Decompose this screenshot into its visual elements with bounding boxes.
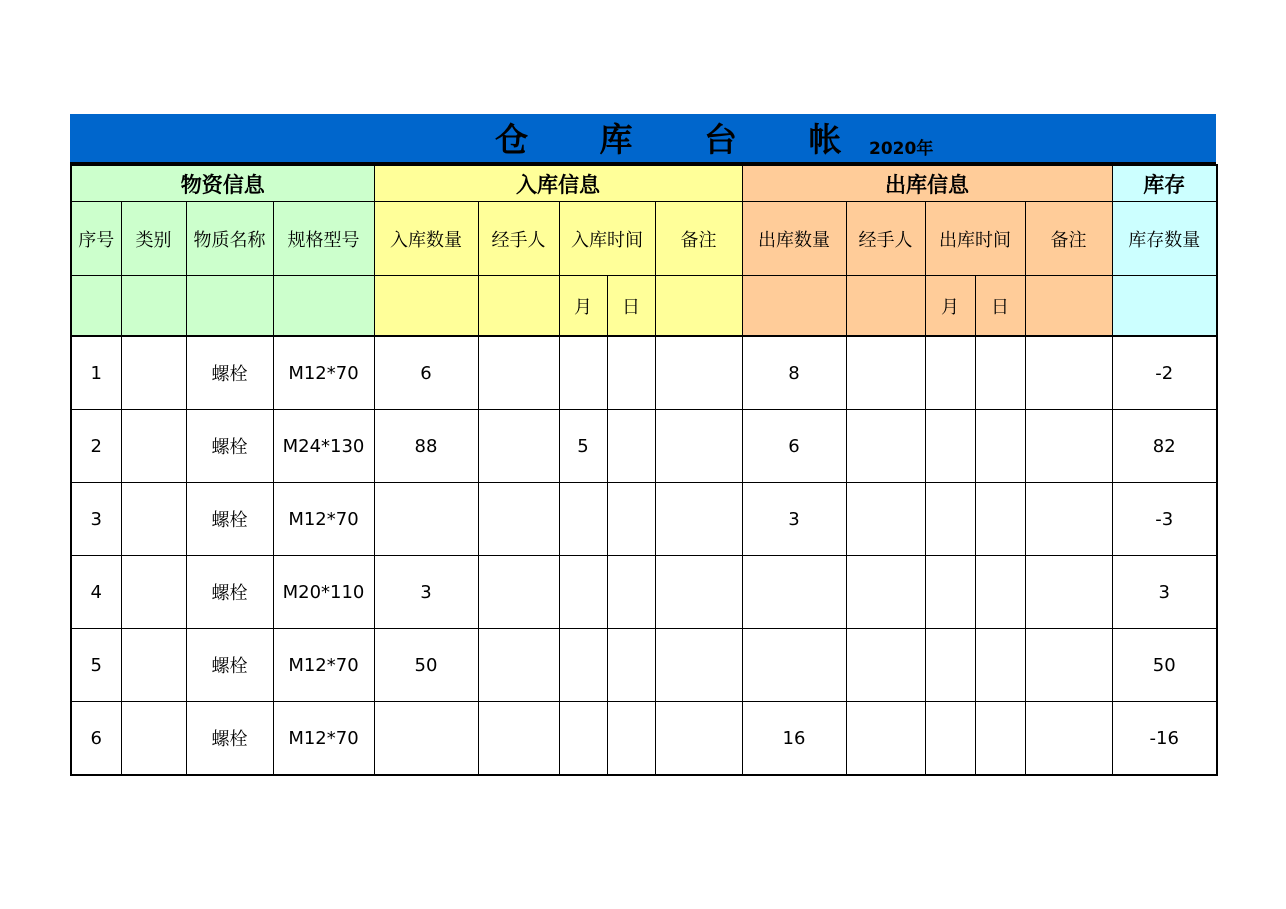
title-bar bbox=[70, 114, 1216, 164]
cell-in-handler[interactable] bbox=[478, 336, 559, 410]
sub-blank-spec[interactable] bbox=[273, 276, 374, 337]
table-row bbox=[71, 336, 1217, 410]
cell-out-month[interactable] bbox=[925, 702, 975, 776]
sub-blank-category[interactable] bbox=[121, 276, 186, 337]
sub-blank-name[interactable] bbox=[186, 276, 273, 337]
cell-out-qty[interactable] bbox=[742, 556, 846, 629]
cell-out-day[interactable] bbox=[975, 629, 1025, 702]
cell-out-handler[interactable] bbox=[846, 702, 925, 776]
table-row bbox=[71, 702, 1217, 776]
cell-out-note[interactable] bbox=[1025, 556, 1112, 629]
cell-out-note[interactable] bbox=[1025, 702, 1112, 776]
cell-out-qty[interactable] bbox=[742, 629, 846, 702]
cell-out-day[interactable] bbox=[975, 336, 1025, 410]
cell-spec[interactable]: M12*70 bbox=[273, 336, 374, 410]
cell-seq[interactable]: 3 bbox=[71, 483, 121, 556]
cell-stock-qty[interactable]: 3 bbox=[1112, 556, 1217, 629]
col-stock-qty[interactable]: 库存数量 bbox=[1112, 202, 1217, 276]
sub-in-month[interactable]: 月 bbox=[559, 276, 607, 337]
ledger-title: 仓 库 台 帐 bbox=[495, 120, 872, 159]
cell-stock-qty[interactable]: -16 bbox=[1112, 702, 1217, 776]
cell-out-month[interactable] bbox=[925, 629, 975, 702]
cell-out-month[interactable] bbox=[925, 410, 975, 483]
col-in-qty[interactable]: 入库数量 bbox=[374, 202, 478, 276]
cell-spec[interactable]: M12*70 bbox=[273, 702, 374, 776]
cell-in-month[interactable]: 5 bbox=[559, 410, 607, 483]
cell-spec[interactable]: M24*130 bbox=[273, 410, 374, 483]
cell-in-month[interactable] bbox=[559, 483, 607, 556]
cell-in-handler[interactable] bbox=[478, 410, 559, 483]
cell-name[interactable]: 螺栓 bbox=[186, 336, 273, 410]
cell-in-day[interactable] bbox=[607, 483, 655, 556]
cell-stock-qty[interactable]: 50 bbox=[1112, 629, 1217, 702]
group-header-row bbox=[71, 165, 1217, 202]
cell-stock-qty[interactable]: -2 bbox=[1112, 336, 1217, 410]
cell-out-day[interactable] bbox=[975, 483, 1025, 556]
cell-in-note[interactable] bbox=[655, 410, 742, 483]
cell-in-handler[interactable] bbox=[478, 702, 559, 776]
col-in-note[interactable]: 备注 bbox=[655, 202, 742, 276]
col-category[interactable]: 类别 bbox=[121, 202, 186, 276]
cell-out-qty[interactable]: 16 bbox=[742, 702, 846, 776]
sub-out-month[interactable]: 月 bbox=[925, 276, 975, 337]
cell-in-month[interactable] bbox=[559, 702, 607, 776]
cell-out-month[interactable] bbox=[925, 336, 975, 410]
cell-out-handler[interactable] bbox=[846, 336, 925, 410]
cell-out-note[interactable] bbox=[1025, 336, 1112, 410]
cell-out-qty[interactable]: 3 bbox=[742, 483, 846, 556]
cell-in-qty[interactable]: 3 bbox=[374, 556, 478, 629]
cell-out-note[interactable] bbox=[1025, 483, 1112, 556]
col-name[interactable]: 物质名称 bbox=[186, 202, 273, 276]
cell-spec[interactable]: M12*70 bbox=[273, 629, 374, 702]
col-spec[interactable]: 规格型号 bbox=[273, 202, 374, 276]
sub-blank-out-handler[interactable] bbox=[846, 276, 925, 337]
cell-in-day[interactable] bbox=[607, 410, 655, 483]
table-row bbox=[71, 556, 1217, 629]
cell-out-handler[interactable] bbox=[846, 556, 925, 629]
cell-name[interactable]: 螺栓 bbox=[186, 629, 273, 702]
cell-seq[interactable]: 6 bbox=[71, 702, 121, 776]
cell-category[interactable] bbox=[121, 629, 186, 702]
cell-in-day[interactable] bbox=[607, 556, 655, 629]
col-out-handler[interactable]: 经手人 bbox=[846, 202, 925, 276]
cell-in-month[interactable] bbox=[559, 629, 607, 702]
cell-out-handler[interactable] bbox=[846, 483, 925, 556]
cell-out-qty[interactable]: 8 bbox=[742, 336, 846, 410]
cell-category[interactable] bbox=[121, 483, 186, 556]
cell-in-qty[interactable]: 6 bbox=[374, 336, 478, 410]
ledger-table bbox=[70, 164, 1218, 776]
cell-in-month[interactable] bbox=[559, 336, 607, 410]
cell-spec[interactable]: M12*70 bbox=[273, 483, 374, 556]
cell-out-handler[interactable] bbox=[846, 629, 925, 702]
ledger-year: 2020年 bbox=[869, 139, 934, 159]
cell-out-month[interactable] bbox=[925, 483, 975, 556]
cell-out-note[interactable] bbox=[1025, 410, 1112, 483]
sub-blank-in-qty[interactable] bbox=[374, 276, 478, 337]
cell-category[interactable] bbox=[121, 336, 186, 410]
sub-in-day[interactable]: 日 bbox=[607, 276, 655, 337]
cell-category[interactable] bbox=[121, 702, 186, 776]
table-row bbox=[71, 483, 1217, 556]
col-in-handler[interactable]: 经手人 bbox=[478, 202, 559, 276]
cell-seq[interactable]: 5 bbox=[71, 629, 121, 702]
cell-in-day[interactable] bbox=[607, 702, 655, 776]
group-material[interactable]: 物资信息 bbox=[71, 165, 374, 202]
cell-out-qty[interactable]: 6 bbox=[742, 410, 846, 483]
col-out-time[interactable]: 出库时间 bbox=[925, 202, 1025, 276]
cell-in-qty[interactable]: 50 bbox=[374, 629, 478, 702]
cell-in-handler[interactable] bbox=[478, 629, 559, 702]
cell-in-note[interactable] bbox=[655, 556, 742, 629]
ledger-sheet bbox=[70, 114, 1216, 776]
cell-in-day[interactable] bbox=[607, 336, 655, 410]
col-out-qty[interactable]: 出库数量 bbox=[742, 202, 846, 276]
sub-blank-stock[interactable] bbox=[1112, 276, 1217, 337]
cell-in-handler[interactable] bbox=[478, 556, 559, 629]
cell-name[interactable]: 螺栓 bbox=[186, 556, 273, 629]
sub-blank-out-note[interactable] bbox=[1025, 276, 1112, 337]
group-outbound[interactable]: 出库信息 bbox=[742, 165, 1112, 202]
cell-in-note[interactable] bbox=[655, 483, 742, 556]
cell-in-month[interactable] bbox=[559, 556, 607, 629]
cell-out-month[interactable] bbox=[925, 556, 975, 629]
cell-in-note[interactable] bbox=[655, 702, 742, 776]
sub-blank-in-handler[interactable] bbox=[478, 276, 559, 337]
cell-stock-qty[interactable]: 82 bbox=[1112, 410, 1217, 483]
cell-seq[interactable]: 2 bbox=[71, 410, 121, 483]
col-seq[interactable]: 序号 bbox=[71, 202, 121, 276]
cell-category[interactable] bbox=[121, 556, 186, 629]
cell-name[interactable]: 螺栓 bbox=[186, 702, 273, 776]
cell-seq[interactable]: 4 bbox=[71, 556, 121, 629]
cell-out-handler[interactable] bbox=[846, 410, 925, 483]
cell-category[interactable] bbox=[121, 410, 186, 483]
cell-in-handler[interactable] bbox=[478, 483, 559, 556]
subheader-row bbox=[71, 276, 1217, 337]
cell-out-day[interactable] bbox=[975, 556, 1025, 629]
cell-in-note[interactable] bbox=[655, 336, 742, 410]
cell-spec[interactable]: M20*110 bbox=[273, 556, 374, 629]
cell-in-note[interactable] bbox=[655, 629, 742, 702]
table-row bbox=[71, 410, 1217, 483]
table-row bbox=[71, 629, 1217, 702]
col-in-time[interactable]: 入库时间 bbox=[559, 202, 655, 276]
column-header-row bbox=[71, 202, 1217, 276]
cell-in-qty[interactable] bbox=[374, 702, 478, 776]
group-stock[interactable]: 库存 bbox=[1112, 165, 1217, 202]
cell-name[interactable]: 螺栓 bbox=[186, 410, 273, 483]
cell-seq[interactable]: 1 bbox=[71, 336, 121, 410]
cell-in-day[interactable] bbox=[607, 629, 655, 702]
cell-out-note[interactable] bbox=[1025, 629, 1112, 702]
cell-name[interactable]: 螺栓 bbox=[186, 483, 273, 556]
col-out-note[interactable]: 备注 bbox=[1025, 202, 1112, 276]
sub-blank-out-qty[interactable] bbox=[742, 276, 846, 337]
cell-out-day[interactable] bbox=[975, 702, 1025, 776]
cell-in-qty[interactable] bbox=[374, 483, 478, 556]
sub-blank-in-note[interactable] bbox=[655, 276, 742, 337]
cell-in-qty[interactable]: 88 bbox=[374, 410, 478, 483]
cell-out-day[interactable] bbox=[975, 410, 1025, 483]
sub-blank-seq[interactable] bbox=[71, 276, 121, 337]
cell-stock-qty[interactable]: -3 bbox=[1112, 483, 1217, 556]
sub-out-day[interactable]: 日 bbox=[975, 276, 1025, 337]
group-inbound[interactable]: 入库信息 bbox=[374, 165, 742, 202]
